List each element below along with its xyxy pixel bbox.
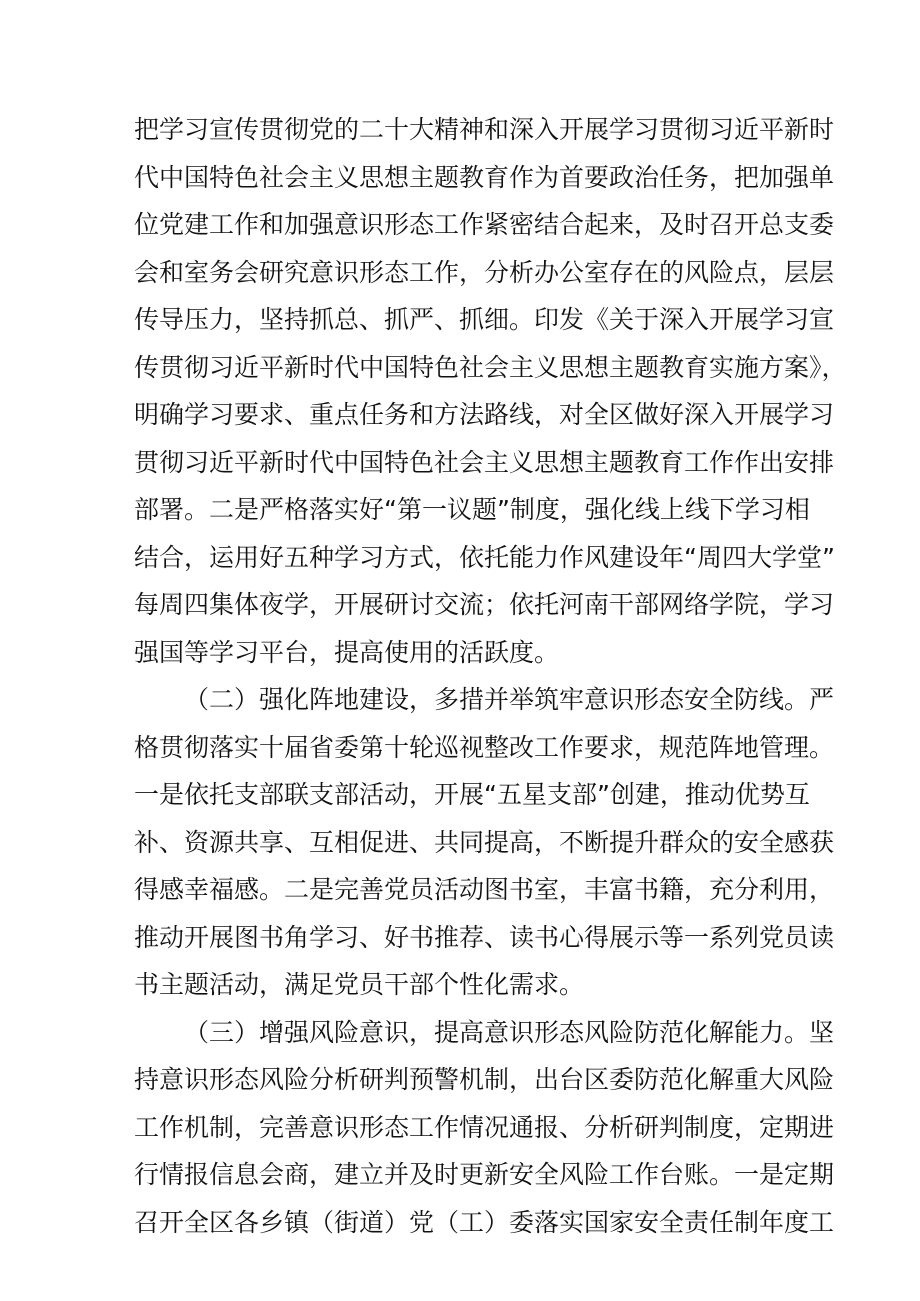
text-line: 结合，运用好五种学习方式，依托能力作风建设年“周四大学堂” [134, 542, 835, 572]
section-heading-line: （二）强化阵地建设，多措并举筑牢意识形态安全防线。严 [184, 685, 835, 714]
text-line: 位党建工作和加强意识形态工作紧密结合起来，及时召开总支委 [134, 210, 835, 239]
text-line: 会和室务会研究意识形态工作，分析办公室存在的风险点，层层 [134, 257, 835, 287]
text-line: 把学习宣传贯彻党的二十大精神和深入开展学习贯彻习近平新时 [134, 115, 835, 144]
text-line: 持意识形态风险分析研判预警机制，出台区委防范化解重大风险 [134, 1065, 835, 1094]
text-line: 得感幸福感。二是完善党员活动图书室，丰富书籍，充分利用， [134, 875, 835, 904]
text-line: 每周四集体夜学，开展研讨交流；依托河南干部网络学院，学习 [134, 590, 835, 619]
text-line: 代中国特色社会主义思想主题教育作为首要政治任务，把加强单 [134, 162, 835, 192]
text-line: 推动开展图书角学习、好书推荐、读书心得展示等一系列党员读 [134, 922, 835, 952]
text-line: 明确学习要求、重点任务和方法路线，对全区做好深入开展学习 [134, 400, 835, 429]
text-line: 传导压力，坚持抓总、抓严、抓细。印发《关于深入开展学习宣 [134, 305, 835, 334]
text-line: 书主题活动，满足党员干部个性化需求。 [134, 970, 585, 999]
text-line: 行情报信息会商，建立并及时更新安全风险工作台账。一是定期 [134, 1160, 835, 1189]
text-line: 传贯彻习近平新时代中国特色社会主义思想主题教育实施方案》， [134, 352, 847, 382]
text-line: 贯彻习近平新时代中国特色社会主义思想主题教育工作作出安排 [134, 447, 835, 477]
section-heading-line: （三）增强风险意识，提高意识形态风险防范化解能力。坚 [184, 1017, 835, 1047]
text-line: 补、资源共享、互相促进、共同提高，不断提升群众的安全感获 [134, 827, 835, 857]
document-body [134, 106, 847, 1246]
text-line: 工作机制，完善意识形态工作情况通报、分析研判制度，定期进 [134, 1112, 835, 1142]
text-line: 召开全区各乡镇（街道）党（工）委落实国家安全责任制年度工 [134, 1207, 835, 1237]
text-line: 部署。二是严格落实好“第一议题”制度，强化线上线下学习相 [134, 495, 810, 524]
text-line: 格贯彻落实十届省委第十轮巡视整改工作要求，规范阵地管理。 [134, 732, 835, 762]
text-line: 一是依托支部联支部活动，开展“五星支部”创建，推动优势互 [134, 780, 810, 809]
text-line: 强国等学习平台，提高使用的活跃度。 [134, 637, 560, 667]
